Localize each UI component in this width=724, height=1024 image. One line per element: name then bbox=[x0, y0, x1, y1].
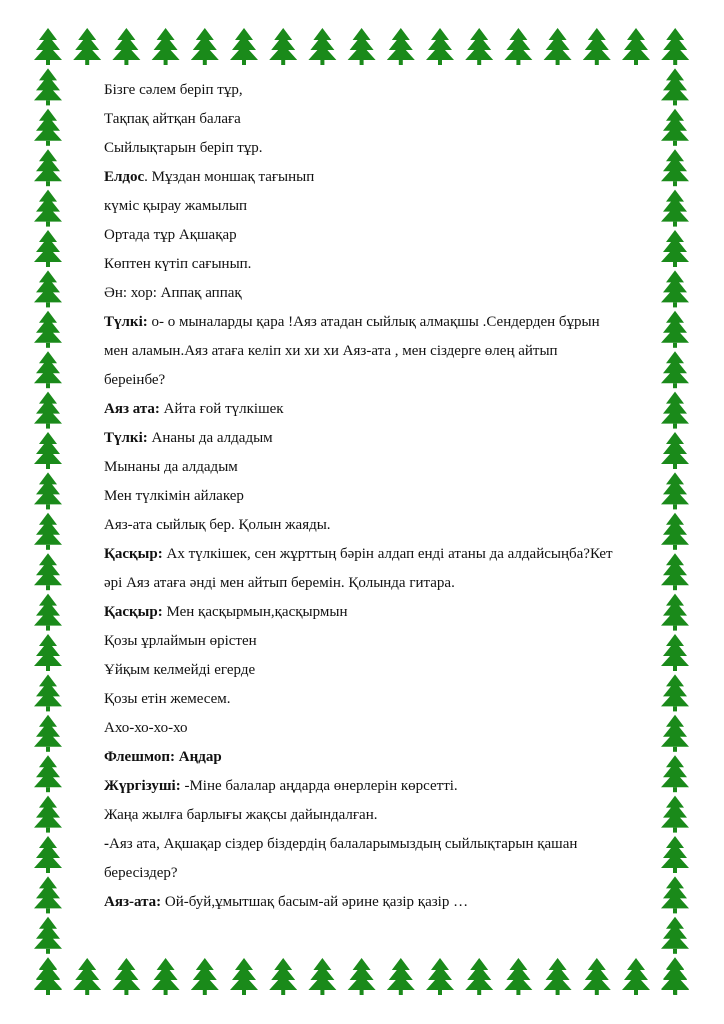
tree-icon bbox=[34, 957, 62, 994]
speaker-label: Қасқыр: bbox=[104, 546, 163, 562]
text-line bbox=[104, 221, 664, 250]
speaker-label: - bbox=[104, 836, 109, 852]
tree-icon bbox=[34, 513, 62, 550]
tree-icon bbox=[112, 28, 140, 65]
text-line bbox=[104, 366, 664, 395]
tree-icon bbox=[661, 230, 689, 267]
tree-icon bbox=[387, 958, 415, 995]
text-line bbox=[104, 105, 664, 134]
tree-icon bbox=[544, 958, 572, 995]
tree-icon bbox=[230, 28, 258, 65]
line-text: Мен қасқырмын,қасқырмын bbox=[162, 604, 348, 620]
text-line bbox=[104, 743, 664, 772]
speaker-label: Аяз-ата: bbox=[104, 894, 162, 910]
line-text: Ой-буй,ұмытшақ басым-ай әрине қазір қазір … bbox=[161, 894, 469, 910]
tree-icon bbox=[661, 68, 689, 105]
text-line bbox=[104, 76, 664, 105]
tree-icon bbox=[34, 270, 62, 307]
document-body bbox=[104, 76, 664, 917]
tree-icon bbox=[308, 958, 336, 995]
text-line bbox=[104, 714, 664, 743]
line-text: Бізге сәлем беріп тұр, bbox=[104, 82, 243, 98]
tree-icon bbox=[34, 594, 62, 631]
line-text: күміс қырау жамылып bbox=[104, 198, 248, 214]
tree-icon bbox=[583, 958, 611, 995]
speaker-label: Түлкі: bbox=[104, 314, 148, 330]
line-text: Айта ғой түлкішек bbox=[159, 401, 284, 417]
tree-icon bbox=[269, 28, 297, 65]
tree-icon bbox=[34, 190, 62, 227]
line-text: Ананы да алдадым bbox=[147, 430, 273, 446]
speaker-label: Жүргізуші: bbox=[104, 778, 181, 794]
tree-icon bbox=[269, 958, 297, 995]
tree-icon bbox=[504, 958, 532, 995]
tree-icon bbox=[544, 28, 572, 65]
tree-icon bbox=[661, 876, 689, 913]
tree-icon bbox=[348, 28, 376, 65]
tree-icon bbox=[191, 28, 219, 65]
line-text: мен аламын.Аяз атаға келіп хи хи хи Аяз-ата , мен сіздерге өлең айтып bbox=[104, 343, 558, 359]
tree-icon bbox=[661, 715, 689, 752]
tree-icon bbox=[34, 68, 62, 105]
text-line bbox=[104, 279, 664, 308]
line-text: Мынаны да алдадым bbox=[104, 459, 238, 475]
tree-icon bbox=[34, 876, 62, 913]
tree-icon bbox=[661, 674, 689, 711]
speaker-label: Аяз ата: bbox=[104, 401, 160, 417]
text-line bbox=[104, 308, 664, 337]
tree-icon bbox=[34, 796, 62, 833]
tree-icon bbox=[622, 958, 650, 995]
tree-icon bbox=[661, 634, 689, 671]
tree-icon bbox=[73, 28, 101, 65]
tree-icon bbox=[34, 755, 62, 792]
speaker-label: Елдос bbox=[104, 169, 145, 185]
line-text: . Мұздан моншақ тағынып bbox=[144, 169, 315, 185]
tree-icon bbox=[34, 109, 62, 146]
text-line bbox=[104, 453, 664, 482]
line-text: Тақпақ айтқан балаға bbox=[104, 111, 241, 127]
tree-icon bbox=[661, 796, 689, 833]
line-text: Ән: хор: Аппақ аппақ bbox=[104, 285, 242, 301]
tree-icon bbox=[34, 149, 62, 186]
text-line bbox=[104, 830, 664, 859]
line-text: Аяз-ата сыйлық бер. Қолын жаяды. bbox=[104, 517, 331, 533]
speaker-label: Түлкі: bbox=[104, 430, 148, 446]
tree-icon bbox=[34, 311, 62, 348]
line-text: Көптен күтіп сағынып. bbox=[104, 256, 252, 272]
tree-icon bbox=[152, 28, 180, 65]
tree-icon bbox=[34, 472, 62, 509]
line-text: Қозы етін жемесем. bbox=[104, 691, 231, 707]
line-text: Жаңа жылға барлығы жақсы дайындалған. bbox=[104, 807, 378, 823]
tree-icon bbox=[34, 392, 62, 429]
text-line bbox=[104, 395, 664, 424]
tree-icon bbox=[661, 432, 689, 469]
tree-icon bbox=[34, 674, 62, 711]
tree-icon bbox=[661, 472, 689, 509]
tree-icon bbox=[661, 392, 689, 429]
tree-icon bbox=[661, 149, 689, 186]
tree-icon bbox=[112, 958, 140, 995]
text-line bbox=[104, 656, 664, 685]
tree-icon bbox=[661, 190, 689, 227]
tree-icon bbox=[661, 270, 689, 307]
line-text: Ортада тұр Ақшақар bbox=[104, 227, 237, 243]
line-text: Ахо-хо-хо-хо bbox=[104, 720, 188, 736]
text-line bbox=[104, 627, 664, 656]
tree-icon bbox=[661, 917, 689, 954]
speaker-label: Флешмоп: Аңдар bbox=[104, 749, 222, 765]
tree-icon bbox=[34, 917, 62, 954]
tree-icon bbox=[34, 432, 62, 469]
tree-icon bbox=[661, 755, 689, 792]
tree-icon bbox=[661, 351, 689, 388]
tree-icon bbox=[34, 634, 62, 671]
line-text: Аяз ата, Ақшақар сіздер біздердің балаларымыздың сыйлықтарын қашан bbox=[109, 836, 578, 852]
text-line bbox=[104, 424, 664, 453]
line-text: Сыйлықтарын беріп тұр. bbox=[104, 140, 263, 156]
text-line bbox=[104, 772, 664, 801]
text-line bbox=[104, 511, 664, 540]
text-line bbox=[104, 250, 664, 279]
tree-icon bbox=[152, 958, 180, 995]
text-line bbox=[104, 482, 664, 511]
tree-icon bbox=[661, 513, 689, 550]
tree-icon bbox=[622, 28, 650, 65]
tree-icon bbox=[661, 311, 689, 348]
line-text: әрі Аяз атаға әнді мен айтып беремін. Қолында гитара. bbox=[104, 575, 455, 591]
tree-icon bbox=[230, 958, 258, 995]
speaker-label: Қасқыр: bbox=[104, 604, 163, 620]
text-line bbox=[104, 163, 664, 192]
tree-icon bbox=[73, 958, 101, 995]
tree-icon bbox=[661, 553, 689, 590]
text-line bbox=[104, 598, 664, 627]
text-line bbox=[104, 801, 664, 830]
tree-icon bbox=[465, 958, 493, 995]
text-line bbox=[104, 192, 664, 221]
line-text: Мен түлкімін айлакер bbox=[104, 488, 244, 504]
tree-icon bbox=[34, 715, 62, 752]
tree-icon bbox=[34, 553, 62, 590]
tree-icon bbox=[661, 594, 689, 631]
line-text: Ах түлкішек, сен жұрттың бәрін алдап енді атаны да алдайсыңба?Кет bbox=[162, 546, 613, 562]
tree-icon bbox=[661, 109, 689, 146]
tree-icon bbox=[191, 958, 219, 995]
text-line bbox=[104, 134, 664, 163]
tree-icon bbox=[661, 836, 689, 873]
text-line bbox=[104, 888, 664, 917]
tree-icon bbox=[308, 28, 336, 65]
tree-icon bbox=[34, 836, 62, 873]
tree-icon bbox=[661, 957, 689, 994]
tree-icon bbox=[34, 28, 62, 65]
line-text: Қозы ұрлаймын өрістен bbox=[104, 633, 257, 649]
line-text: -Міне балалар аңдарда өнерлерін көрсетті. bbox=[180, 778, 458, 794]
line-text: Ұйқым келмейді егерде bbox=[104, 662, 256, 678]
line-text: бересіздер? bbox=[104, 865, 178, 881]
text-line bbox=[104, 569, 664, 598]
tree-icon bbox=[426, 958, 454, 995]
tree-icon bbox=[465, 28, 493, 65]
text-line bbox=[104, 540, 664, 569]
tree-icon bbox=[583, 28, 611, 65]
tree-icon bbox=[348, 958, 376, 995]
tree-icon bbox=[426, 28, 454, 65]
tree-icon bbox=[34, 230, 62, 267]
tree-icon bbox=[504, 28, 532, 65]
line-text: о- о мыналарды қара !Аяз атадан сыйлық алмақшы .Сендерден бұрын bbox=[147, 314, 600, 330]
tree-icon bbox=[387, 28, 415, 65]
line-text: береінбе? bbox=[104, 372, 166, 388]
tree-icon bbox=[34, 351, 62, 388]
tree-icon bbox=[661, 28, 689, 65]
text-line bbox=[104, 337, 664, 366]
text-line bbox=[104, 685, 664, 714]
text-line bbox=[104, 859, 664, 888]
